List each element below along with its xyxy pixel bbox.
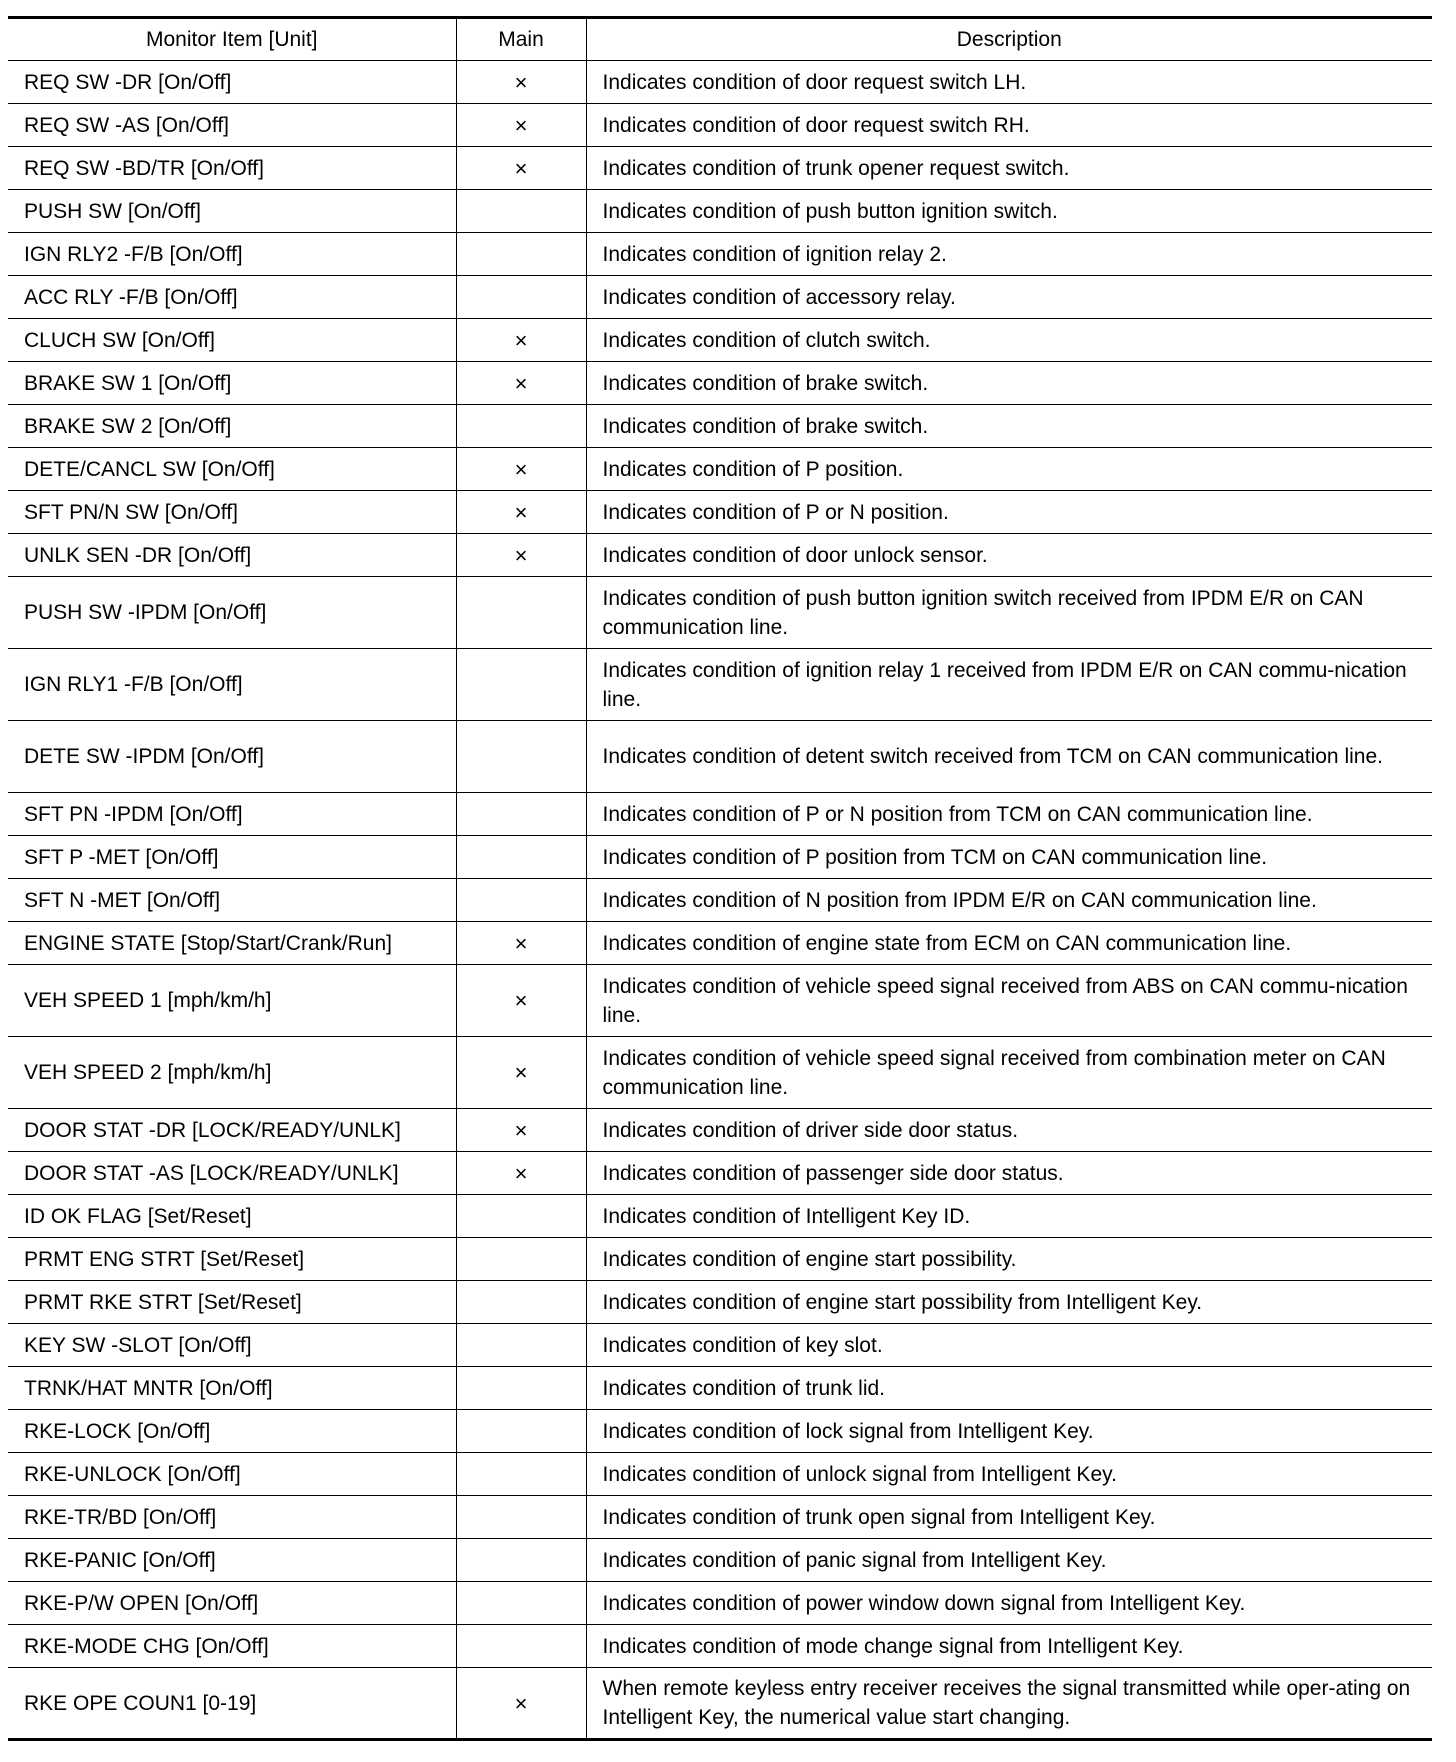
main-marker-cell: × [456, 147, 586, 190]
main-marker-cell: × [456, 922, 586, 965]
main-marker-cell [456, 1367, 586, 1410]
description-cell: Indicates condition of engine start possibility. [586, 1238, 1432, 1281]
description-cell: Indicates condition of P position. [586, 448, 1432, 491]
description-cell: Indicates condition of door unlock sensor. [586, 534, 1432, 577]
main-marker-cell: × [456, 104, 586, 147]
description-cell: Indicates condition of door request switch LH. [586, 61, 1432, 104]
description-cell: Indicates condition of P or N position from TCM on CAN communication line. [586, 793, 1432, 836]
description-cell: Indicates condition of ignition relay 1 received from IPDM E/R on CAN commu-nication line. [586, 649, 1432, 721]
monitor-item-cell: ACC RLY -F/B [On/Off] [8, 276, 456, 319]
table-row [8, 577, 1432, 649]
monitor-item-cell: SFT PN -IPDM [On/Off] [8, 793, 456, 836]
table-row [8, 1109, 1432, 1152]
table-row [8, 1037, 1432, 1109]
main-marker-cell [456, 649, 586, 721]
monitor-item-cell: RKE OPE COUN1 [0-19] [8, 1668, 456, 1740]
monitor-item-cell: RKE-PANIC [On/Off] [8, 1539, 456, 1582]
description-cell: When remote keyless entry receiver receives the signal transmitted while oper-ating on Intelligent Key, the numerical value start changing. [586, 1668, 1432, 1740]
table-row [8, 448, 1432, 491]
table-row [8, 1281, 1432, 1324]
main-marker-cell [456, 1281, 586, 1324]
description-cell: Indicates condition of passenger side door status. [586, 1152, 1432, 1195]
table-row [8, 1195, 1432, 1238]
table-row [8, 534, 1432, 577]
table-row [8, 1324, 1432, 1367]
description-cell: Indicates condition of N position from IPDM E/R on CAN communication line. [586, 879, 1432, 922]
monitor-item-cell: VEH SPEED 1 [mph/km/h] [8, 965, 456, 1037]
monitor-item-cell: ID OK FLAG [Set/Reset] [8, 1195, 456, 1238]
table-row [8, 1453, 1432, 1496]
monitor-item-cell: REQ SW -BD/TR [On/Off] [8, 147, 456, 190]
monitor-item-cell: SFT N -MET [On/Off] [8, 879, 456, 922]
main-marker-cell [456, 276, 586, 319]
table-row [8, 649, 1432, 721]
main-marker-cell [456, 1324, 586, 1367]
main-marker-cell [456, 190, 586, 233]
description-cell: Indicates condition of brake switch. [586, 362, 1432, 405]
table-row [8, 362, 1432, 405]
main-marker-cell [456, 1539, 586, 1582]
monitor-item-cell: BRAKE SW 2 [On/Off] [8, 405, 456, 448]
table-row [8, 1625, 1432, 1668]
table-row [8, 61, 1432, 104]
description-cell: Indicates condition of trunk opener request switch. [586, 147, 1432, 190]
table-row [8, 1367, 1432, 1410]
description-cell: Indicates condition of P position from TCM on CAN communication line. [586, 836, 1432, 879]
description-cell: Indicates condition of driver side door status. [586, 1109, 1432, 1152]
monitor-item-cell: RKE-MODE CHG [On/Off] [8, 1625, 456, 1668]
monitor-item-cell: DETE SW -IPDM [On/Off] [8, 721, 456, 793]
description-cell: Indicates condition of ignition relay 2. [586, 233, 1432, 276]
table-row [8, 491, 1432, 534]
main-marker-cell: × [456, 319, 586, 362]
main-marker-cell: × [456, 491, 586, 534]
main-marker-cell [456, 879, 586, 922]
table-row [8, 793, 1432, 836]
monitor-item-cell: DOOR STAT -DR [LOCK/READY/UNLK] [8, 1109, 456, 1152]
monitor-item-sheet [8, 16, 1432, 1741]
main-marker-cell [456, 1238, 586, 1281]
description-cell: Indicates condition of P or N position. [586, 491, 1432, 534]
table-row [8, 1539, 1432, 1582]
monitor-item-cell: CLUCH SW [On/Off] [8, 319, 456, 362]
description-cell: Indicates condition of door request switch RH. [586, 104, 1432, 147]
main-marker-cell [456, 1496, 586, 1539]
monitor-item-cell: IGN RLY1 -F/B [On/Off] [8, 649, 456, 721]
header-main: Main [456, 18, 586, 61]
main-marker-cell: × [456, 965, 586, 1037]
description-cell: Indicates condition of engine state from ECM on CAN communication line. [586, 922, 1432, 965]
monitor-item-cell: PUSH SW [On/Off] [8, 190, 456, 233]
main-marker-cell [456, 1195, 586, 1238]
description-cell: Indicates condition of accessory relay. [586, 276, 1432, 319]
monitor-item-cell: KEY SW -SLOT [On/Off] [8, 1324, 456, 1367]
table-row [8, 233, 1432, 276]
description-cell: Indicates condition of panic signal from Intelligent Key. [586, 1539, 1432, 1582]
description-cell: Indicates condition of engine start possibility from Intelligent Key. [586, 1281, 1432, 1324]
table-row [8, 1668, 1432, 1740]
description-cell: Indicates condition of brake switch. [586, 405, 1432, 448]
monitor-item-cell: PRMT RKE STRT [Set/Reset] [8, 1281, 456, 1324]
table-row [8, 104, 1432, 147]
main-marker-cell [456, 793, 586, 836]
table-row [8, 965, 1432, 1037]
header-description: Description [586, 18, 1432, 61]
header-monitor-item: Monitor Item [Unit] [8, 18, 456, 61]
main-marker-cell [456, 1410, 586, 1453]
table-row [8, 147, 1432, 190]
table-row [8, 922, 1432, 965]
description-cell: Indicates condition of vehicle speed signal received from combination meter on CAN communication line. [586, 1037, 1432, 1109]
table-row [8, 721, 1432, 793]
table-header-row [8, 18, 1432, 61]
table-row [8, 319, 1432, 362]
table-row [8, 1410, 1432, 1453]
description-cell: Indicates condition of unlock signal from Intelligent Key. [586, 1453, 1432, 1496]
monitor-item-cell: VEH SPEED 2 [mph/km/h] [8, 1037, 456, 1109]
monitor-item-cell: BRAKE SW 1 [On/Off] [8, 362, 456, 405]
monitor-item-cell: REQ SW -DR [On/Off] [8, 61, 456, 104]
monitor-item-cell: REQ SW -AS [On/Off] [8, 104, 456, 147]
table-row [8, 1582, 1432, 1625]
monitor-item-cell: RKE-P/W OPEN [On/Off] [8, 1582, 456, 1625]
main-marker-cell: × [456, 1152, 586, 1195]
table-row [8, 1496, 1432, 1539]
monitor-item-cell: PUSH SW -IPDM [On/Off] [8, 577, 456, 649]
monitor-item-cell: RKE-TR/BD [On/Off] [8, 1496, 456, 1539]
description-cell: Indicates condition of clutch switch. [586, 319, 1432, 362]
main-marker-cell [456, 233, 586, 276]
main-marker-cell: × [456, 1668, 586, 1740]
description-cell: Indicates condition of trunk open signal from Intelligent Key. [586, 1496, 1432, 1539]
monitor-item-cell: UNLK SEN -DR [On/Off] [8, 534, 456, 577]
description-cell: Indicates condition of power window down signal from Intelligent Key. [586, 1582, 1432, 1625]
table-row [8, 1152, 1432, 1195]
monitor-item-cell: SFT P -MET [On/Off] [8, 836, 456, 879]
monitor-item-cell: DETE/CANCL SW [On/Off] [8, 448, 456, 491]
table-row [8, 190, 1432, 233]
monitor-item-cell: DOOR STAT -AS [LOCK/READY/UNLK] [8, 1152, 456, 1195]
main-marker-cell: × [456, 61, 586, 104]
table-body [8, 61, 1432, 1740]
main-marker-cell [456, 1625, 586, 1668]
table-row [8, 1238, 1432, 1281]
description-cell: Indicates condition of Intelligent Key ID. [586, 1195, 1432, 1238]
main-marker-cell: × [456, 448, 586, 491]
monitor-item-cell: RKE-LOCK [On/Off] [8, 1410, 456, 1453]
main-marker-cell [456, 836, 586, 879]
monitor-item-cell: IGN RLY2 -F/B [On/Off] [8, 233, 456, 276]
table-row [8, 879, 1432, 922]
main-marker-cell: × [456, 534, 586, 577]
main-marker-cell [456, 721, 586, 793]
main-marker-cell [456, 1582, 586, 1625]
main-marker-cell: × [456, 1109, 586, 1152]
description-cell: Indicates condition of key slot. [586, 1324, 1432, 1367]
monitor-item-cell: SFT PN/N SW [On/Off] [8, 491, 456, 534]
description-cell: Indicates condition of vehicle speed signal received from ABS on CAN commu-nication line. [586, 965, 1432, 1037]
monitor-item-cell: RKE-UNLOCK [On/Off] [8, 1453, 456, 1496]
main-marker-cell [456, 577, 586, 649]
description-cell: Indicates condition of lock signal from Intelligent Key. [586, 1410, 1432, 1453]
table-row [8, 276, 1432, 319]
description-cell: Indicates condition of mode change signal from Intelligent Key. [586, 1625, 1432, 1668]
table-row [8, 405, 1432, 448]
description-cell: Indicates condition of push button ignition switch. [586, 190, 1432, 233]
description-cell: Indicates condition of detent switch received from TCM on CAN communication line. [586, 721, 1432, 793]
main-marker-cell: × [456, 1037, 586, 1109]
main-marker-cell [456, 1453, 586, 1496]
monitor-item-cell: PRMT ENG STRT [Set/Reset] [8, 1238, 456, 1281]
description-cell: Indicates condition of trunk lid. [586, 1367, 1432, 1410]
monitor-item-cell: ENGINE STATE [Stop/Start/Crank/Run] [8, 922, 456, 965]
monitor-item-table [8, 16, 1432, 1741]
description-cell: Indicates condition of push button ignition switch received from IPDM E/R on CAN communication line. [586, 577, 1432, 649]
monitor-item-cell: TRNK/HAT MNTR [On/Off] [8, 1367, 456, 1410]
table-row [8, 836, 1432, 879]
main-marker-cell: × [456, 362, 586, 405]
main-marker-cell [456, 405, 586, 448]
